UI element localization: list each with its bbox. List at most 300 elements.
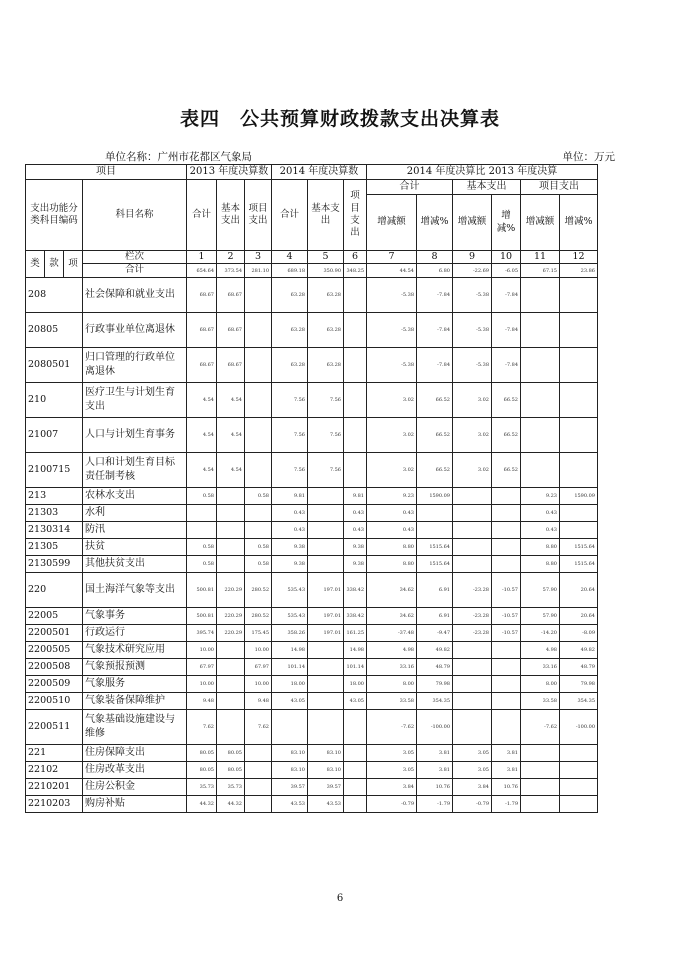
table-row — [26, 555, 598, 572]
value-cell: 49.82 — [560, 641, 598, 658]
value-cell: -0.79 — [367, 795, 417, 812]
value-cell: -100.00 — [560, 709, 598, 744]
subject-code: 2200501 — [26, 624, 83, 641]
header-2013-project: 项目支出 — [245, 180, 272, 251]
value-cell — [521, 744, 560, 761]
table-row — [26, 744, 598, 761]
value-cell: 7.56 — [308, 417, 344, 452]
subject-code: 2100715 — [26, 452, 83, 487]
subject-name: 气象基础设施建设与维修 — [83, 709, 187, 744]
value-cell — [344, 277, 367, 312]
header-func-code: 支出功能分类科目编码 — [26, 180, 83, 251]
header-proj-amt: 增减额 — [521, 195, 560, 251]
value-cell: 80.05 — [217, 744, 245, 761]
value-cell: 10.00 — [187, 641, 217, 658]
value-cell — [521, 761, 560, 778]
value-cell — [245, 277, 272, 312]
value-cell: 220.29 — [217, 624, 245, 641]
subject-name: 医疗卫生与计划生育支出 — [83, 382, 187, 417]
unit-label: 单位：万元 — [562, 151, 615, 163]
value-cell: 280.52 — [245, 572, 272, 607]
value-cell — [217, 555, 245, 572]
value-cell: 7.62 — [187, 709, 217, 744]
value-cell: -5.38 — [453, 277, 492, 312]
subject-code: 2200511 — [26, 709, 83, 744]
value-cell — [245, 312, 272, 347]
subject-name: 其他扶贫支出 — [83, 555, 187, 572]
value-cell: 44.32 — [187, 795, 217, 812]
value-cell — [521, 347, 560, 382]
subject-name: 行政运行 — [83, 624, 187, 641]
value-cell — [560, 382, 598, 417]
value-cell — [217, 709, 245, 744]
value-cell — [560, 312, 598, 347]
value-cell: 1515.64 — [417, 538, 453, 555]
value-cell — [453, 641, 492, 658]
value-cell: 3.02 — [367, 452, 417, 487]
value-cell — [245, 521, 272, 538]
value-cell: 48.79 — [560, 658, 598, 675]
value-cell: 66.52 — [417, 382, 453, 417]
lanci-row — [26, 251, 598, 264]
subject-code: 2200509 — [26, 675, 83, 692]
value-cell: 6.91 — [417, 607, 453, 624]
header-cmp-project: 项目支出 — [521, 180, 598, 195]
value-cell: 9.38 — [344, 555, 367, 572]
value-cell — [245, 504, 272, 521]
value-cell: 0.43 — [344, 521, 367, 538]
value-cell: -7.84 — [492, 347, 521, 382]
value-cell: 4.54 — [187, 382, 217, 417]
table-row — [26, 382, 598, 417]
value-cell — [308, 555, 344, 572]
value-cell: 338.42 — [344, 572, 367, 607]
value-cell — [560, 795, 598, 812]
subject-code: 2210203 — [26, 795, 83, 812]
table-row — [26, 658, 598, 675]
value-cell: -14.20 — [521, 624, 560, 641]
total-cell: 689.18 — [272, 264, 308, 277]
value-cell: 0.58 — [245, 487, 272, 504]
subject-name: 住房保障支出 — [83, 744, 187, 761]
value-cell — [453, 709, 492, 744]
header-2013-total: 合计 — [187, 180, 217, 251]
value-cell: 9.38 — [272, 538, 308, 555]
value-cell: -0.79 — [453, 795, 492, 812]
table-row — [26, 417, 598, 452]
value-cell: -8.09 — [560, 624, 598, 641]
value-cell: 0.43 — [521, 504, 560, 521]
value-cell: 3.81 — [417, 744, 453, 761]
budget-table — [25, 164, 598, 813]
value-cell — [492, 692, 521, 709]
value-cell — [245, 744, 272, 761]
col-num: 11 — [521, 251, 560, 264]
header-row-2 — [26, 180, 598, 195]
header-2014-basic: 基本支出 — [308, 180, 344, 251]
total-cell: 67.15 — [521, 264, 560, 277]
value-cell — [453, 555, 492, 572]
table-row — [26, 277, 598, 312]
value-cell: 68.67 — [217, 277, 245, 312]
value-cell: -5.38 — [367, 312, 417, 347]
table-row — [26, 709, 598, 744]
header-kuan: 款 — [45, 251, 64, 278]
value-cell: 9.23 — [367, 487, 417, 504]
value-cell — [560, 452, 598, 487]
value-cell: 83.10 — [272, 761, 308, 778]
value-cell — [560, 761, 598, 778]
value-cell — [217, 521, 245, 538]
table-row — [26, 504, 598, 521]
value-cell — [560, 417, 598, 452]
value-cell — [217, 675, 245, 692]
value-cell — [217, 692, 245, 709]
value-cell: 8.00 — [367, 675, 417, 692]
value-cell: 197.01 — [308, 607, 344, 624]
value-cell: 7.56 — [272, 382, 308, 417]
value-cell: 197.01 — [308, 624, 344, 641]
value-cell — [245, 417, 272, 452]
value-cell: -9.47 — [417, 624, 453, 641]
value-cell: 8.80 — [521, 555, 560, 572]
value-cell: 83.10 — [308, 761, 344, 778]
value-cell: 3.05 — [453, 761, 492, 778]
value-cell: 33.16 — [521, 658, 560, 675]
subject-code: 2130599 — [26, 555, 83, 572]
unit-name: 单位名称：广州市花都区气象局 — [105, 151, 252, 163]
subject-name: 购房补贴 — [83, 795, 187, 812]
value-cell — [187, 504, 217, 521]
value-cell: 43.05 — [272, 692, 308, 709]
value-cell — [308, 487, 344, 504]
value-cell: 68.67 — [187, 277, 217, 312]
value-cell: 7.56 — [308, 382, 344, 417]
value-cell — [492, 521, 521, 538]
value-cell — [308, 658, 344, 675]
subject-name: 社会保障和就业支出 — [83, 277, 187, 312]
table-row — [26, 312, 598, 347]
total-cell: -22.69 — [453, 264, 492, 277]
value-cell: -10.57 — [492, 607, 521, 624]
value-cell: -7.84 — [492, 312, 521, 347]
value-cell — [492, 555, 521, 572]
value-cell: 18.00 — [344, 675, 367, 692]
value-cell: 63.28 — [272, 312, 308, 347]
value-cell: -7.84 — [417, 277, 453, 312]
value-cell — [245, 382, 272, 417]
value-cell: 35.73 — [217, 778, 245, 795]
value-cell: 83.10 — [272, 744, 308, 761]
value-cell: -23.28 — [453, 607, 492, 624]
header-basic-amt: 增减额 — [453, 195, 492, 251]
value-cell: 0.58 — [187, 555, 217, 572]
header-xiang: 项 — [64, 251, 83, 278]
value-cell: 0.43 — [344, 504, 367, 521]
value-cell — [245, 347, 272, 382]
value-cell: 7.56 — [272, 452, 308, 487]
table-row — [26, 538, 598, 555]
value-cell: 161.25 — [344, 624, 367, 641]
table-row — [26, 521, 598, 538]
value-cell: 66.52 — [492, 417, 521, 452]
value-cell: 4.98 — [521, 641, 560, 658]
value-cell: 1590.09 — [417, 487, 453, 504]
subject-name: 气象装备保障维护 — [83, 692, 187, 709]
subject-code: 213 — [26, 487, 83, 504]
value-cell: 4.54 — [217, 417, 245, 452]
table-row — [26, 572, 598, 607]
value-cell: 9.81 — [272, 487, 308, 504]
subject-code: 2210201 — [26, 778, 83, 795]
value-cell — [344, 312, 367, 347]
value-cell: 34.62 — [367, 607, 417, 624]
subject-code: 21303 — [26, 504, 83, 521]
value-cell: 9.48 — [187, 692, 217, 709]
value-cell: 68.67 — [187, 312, 217, 347]
value-cell — [217, 658, 245, 675]
value-cell: 68.67 — [217, 347, 245, 382]
total-cell: 350.90 — [308, 264, 344, 277]
value-cell: 220.29 — [217, 572, 245, 607]
total-cell: 373.54 — [217, 264, 245, 277]
subject-code: 210 — [26, 382, 83, 417]
col-num: 7 — [367, 251, 417, 264]
value-cell: 48.79 — [417, 658, 453, 675]
value-cell — [217, 504, 245, 521]
value-cell: 33.58 — [367, 692, 417, 709]
value-cell — [453, 487, 492, 504]
value-cell: 80.05 — [187, 744, 217, 761]
header-project: 项目 — [26, 165, 187, 180]
value-cell: -7.84 — [492, 277, 521, 312]
value-cell: -10.57 — [492, 572, 521, 607]
value-cell: -37.48 — [367, 624, 417, 641]
value-cell: 6.91 — [417, 572, 453, 607]
value-cell: 33.58 — [521, 692, 560, 709]
value-cell: 500.81 — [187, 607, 217, 624]
col-num: 4 — [272, 251, 308, 264]
table-row — [26, 452, 598, 487]
col-num: 9 — [453, 251, 492, 264]
value-cell: 0.58 — [187, 538, 217, 555]
col-num: 3 — [245, 251, 272, 264]
value-cell: 8.00 — [521, 675, 560, 692]
value-cell: 3.84 — [367, 778, 417, 795]
value-cell: 3.05 — [453, 744, 492, 761]
value-cell — [560, 744, 598, 761]
value-cell: 20.64 — [560, 607, 598, 624]
value-cell — [245, 452, 272, 487]
value-cell — [492, 641, 521, 658]
table-row — [26, 675, 598, 692]
value-cell: 10.00 — [245, 675, 272, 692]
value-cell: 0.58 — [245, 538, 272, 555]
value-cell: 0.58 — [245, 555, 272, 572]
value-cell: 66.52 — [417, 452, 453, 487]
value-cell — [344, 417, 367, 452]
table-row — [26, 692, 598, 709]
subject-code: 208 — [26, 277, 83, 312]
page-title: 表四 公共预算财政拨款支出决算表 — [179, 108, 500, 130]
value-cell: 63.28 — [272, 277, 308, 312]
table-row — [26, 607, 598, 624]
value-cell: 8.80 — [521, 538, 560, 555]
value-cell: 3.05 — [367, 761, 417, 778]
value-cell: -1.79 — [492, 795, 521, 812]
value-cell — [453, 521, 492, 538]
value-cell: 0.43 — [272, 504, 308, 521]
value-cell: 9.38 — [344, 538, 367, 555]
value-cell — [453, 538, 492, 555]
value-cell — [217, 641, 245, 658]
subject-name: 气象事务 — [83, 607, 187, 624]
value-cell — [344, 795, 367, 812]
value-cell: 14.98 — [272, 641, 308, 658]
col-num: 8 — [417, 251, 453, 264]
subject-name: 行政事业单位离退休 — [83, 312, 187, 347]
value-cell — [344, 382, 367, 417]
value-cell: 220.29 — [217, 607, 245, 624]
value-cell: 79.98 — [560, 675, 598, 692]
value-cell: -23.28 — [453, 572, 492, 607]
value-cell: 3.02 — [367, 382, 417, 417]
subject-name: 气象预报预测 — [83, 658, 187, 675]
subject-name: 气象服务 — [83, 675, 187, 692]
col-num: 2 — [217, 251, 245, 264]
unit-info-row — [105, 149, 615, 164]
total-cell: 281.10 — [245, 264, 272, 277]
value-cell: 9.23 — [521, 487, 560, 504]
value-cell: 395.74 — [187, 624, 217, 641]
value-cell — [308, 692, 344, 709]
value-cell: -5.38 — [453, 312, 492, 347]
value-cell: 1515.64 — [560, 555, 598, 572]
value-cell — [187, 521, 217, 538]
value-cell — [492, 504, 521, 521]
total-cell: 44.54 — [367, 264, 417, 277]
value-cell — [308, 504, 344, 521]
subject-name: 防汛 — [83, 521, 187, 538]
value-cell — [217, 487, 245, 504]
value-cell: 43.53 — [272, 795, 308, 812]
value-cell: 4.54 — [187, 417, 217, 452]
value-cell: 66.52 — [417, 417, 453, 452]
page-number: 6 — [336, 893, 344, 904]
subject-code: 20805 — [26, 312, 83, 347]
subject-code: 22005 — [26, 607, 83, 624]
value-cell: 1590.09 — [560, 487, 598, 504]
total-row — [26, 264, 598, 277]
value-cell: 66.52 — [492, 452, 521, 487]
value-cell: 9.81 — [344, 487, 367, 504]
value-cell — [344, 744, 367, 761]
total-cell: 654.64 — [187, 264, 217, 277]
subject-code: 2200508 — [26, 658, 83, 675]
value-cell — [417, 521, 453, 538]
col-num: 10 — [492, 251, 521, 264]
subject-code: 22102 — [26, 761, 83, 778]
value-cell — [245, 761, 272, 778]
value-cell: 18.00 — [272, 675, 308, 692]
value-cell: 197.01 — [308, 572, 344, 607]
value-cell: 63.28 — [308, 312, 344, 347]
table-row — [26, 347, 598, 382]
value-cell — [344, 452, 367, 487]
value-cell: 3.05 — [367, 744, 417, 761]
table-row — [26, 487, 598, 504]
header-2013-basic: 基本支出 — [217, 180, 245, 251]
value-cell: 33.16 — [367, 658, 417, 675]
subject-name: 归口管理的行政单位离退休 — [83, 347, 187, 382]
subject-name: 扶贫 — [83, 538, 187, 555]
value-cell — [560, 521, 598, 538]
value-cell — [308, 538, 344, 555]
header-lanci: 栏次 — [83, 251, 187, 264]
value-cell: 7.56 — [272, 417, 308, 452]
table-row — [26, 778, 598, 795]
value-cell: 7.56 — [308, 452, 344, 487]
value-cell — [344, 347, 367, 382]
value-cell — [492, 538, 521, 555]
header-cmp-basic: 基本支出 — [453, 180, 521, 195]
value-cell — [521, 277, 560, 312]
header-2014: 2014 年度决算数 — [272, 165, 367, 180]
value-cell — [521, 312, 560, 347]
col-num: 1 — [187, 251, 217, 264]
value-cell: 354.35 — [417, 692, 453, 709]
value-cell — [308, 641, 344, 658]
subject-code: 2080501 — [26, 347, 83, 382]
header-cmp-total: 合计 — [367, 180, 453, 195]
value-cell: 83.10 — [308, 744, 344, 761]
total-label: 合计 — [83, 264, 187, 277]
header-row-1 — [26, 165, 598, 180]
value-cell: 20.64 — [560, 572, 598, 607]
value-cell — [245, 778, 272, 795]
value-cell: 39.57 — [308, 778, 344, 795]
value-cell: 43.53 — [308, 795, 344, 812]
subject-code: 2200510 — [26, 692, 83, 709]
total-cell: 348.25 — [344, 264, 367, 277]
value-cell: 35.73 — [187, 778, 217, 795]
value-cell — [521, 778, 560, 795]
subject-name: 农林水支出 — [83, 487, 187, 504]
subject-code: 221 — [26, 744, 83, 761]
subject-code: 220 — [26, 572, 83, 607]
value-cell: 10.76 — [417, 778, 453, 795]
value-cell — [560, 277, 598, 312]
value-cell: 535.43 — [272, 572, 308, 607]
value-cell — [417, 504, 453, 521]
value-cell: 0.58 — [187, 487, 217, 504]
value-cell: 4.54 — [217, 382, 245, 417]
value-cell: 280.52 — [245, 607, 272, 624]
value-cell: 358.26 — [272, 624, 308, 641]
value-cell: 63.28 — [308, 277, 344, 312]
value-cell: 3.02 — [453, 417, 492, 452]
value-cell — [453, 504, 492, 521]
value-cell: 80.05 — [187, 761, 217, 778]
subject-code: 2200505 — [26, 641, 83, 658]
col-num: 5 — [308, 251, 344, 264]
value-cell: 80.05 — [217, 761, 245, 778]
header-total-pct: 增减% — [417, 195, 453, 251]
value-cell: 43.05 — [344, 692, 367, 709]
subject-name: 国土海洋气象等支出 — [83, 572, 187, 607]
value-cell: 7.62 — [245, 709, 272, 744]
value-cell: 49.82 — [417, 641, 453, 658]
